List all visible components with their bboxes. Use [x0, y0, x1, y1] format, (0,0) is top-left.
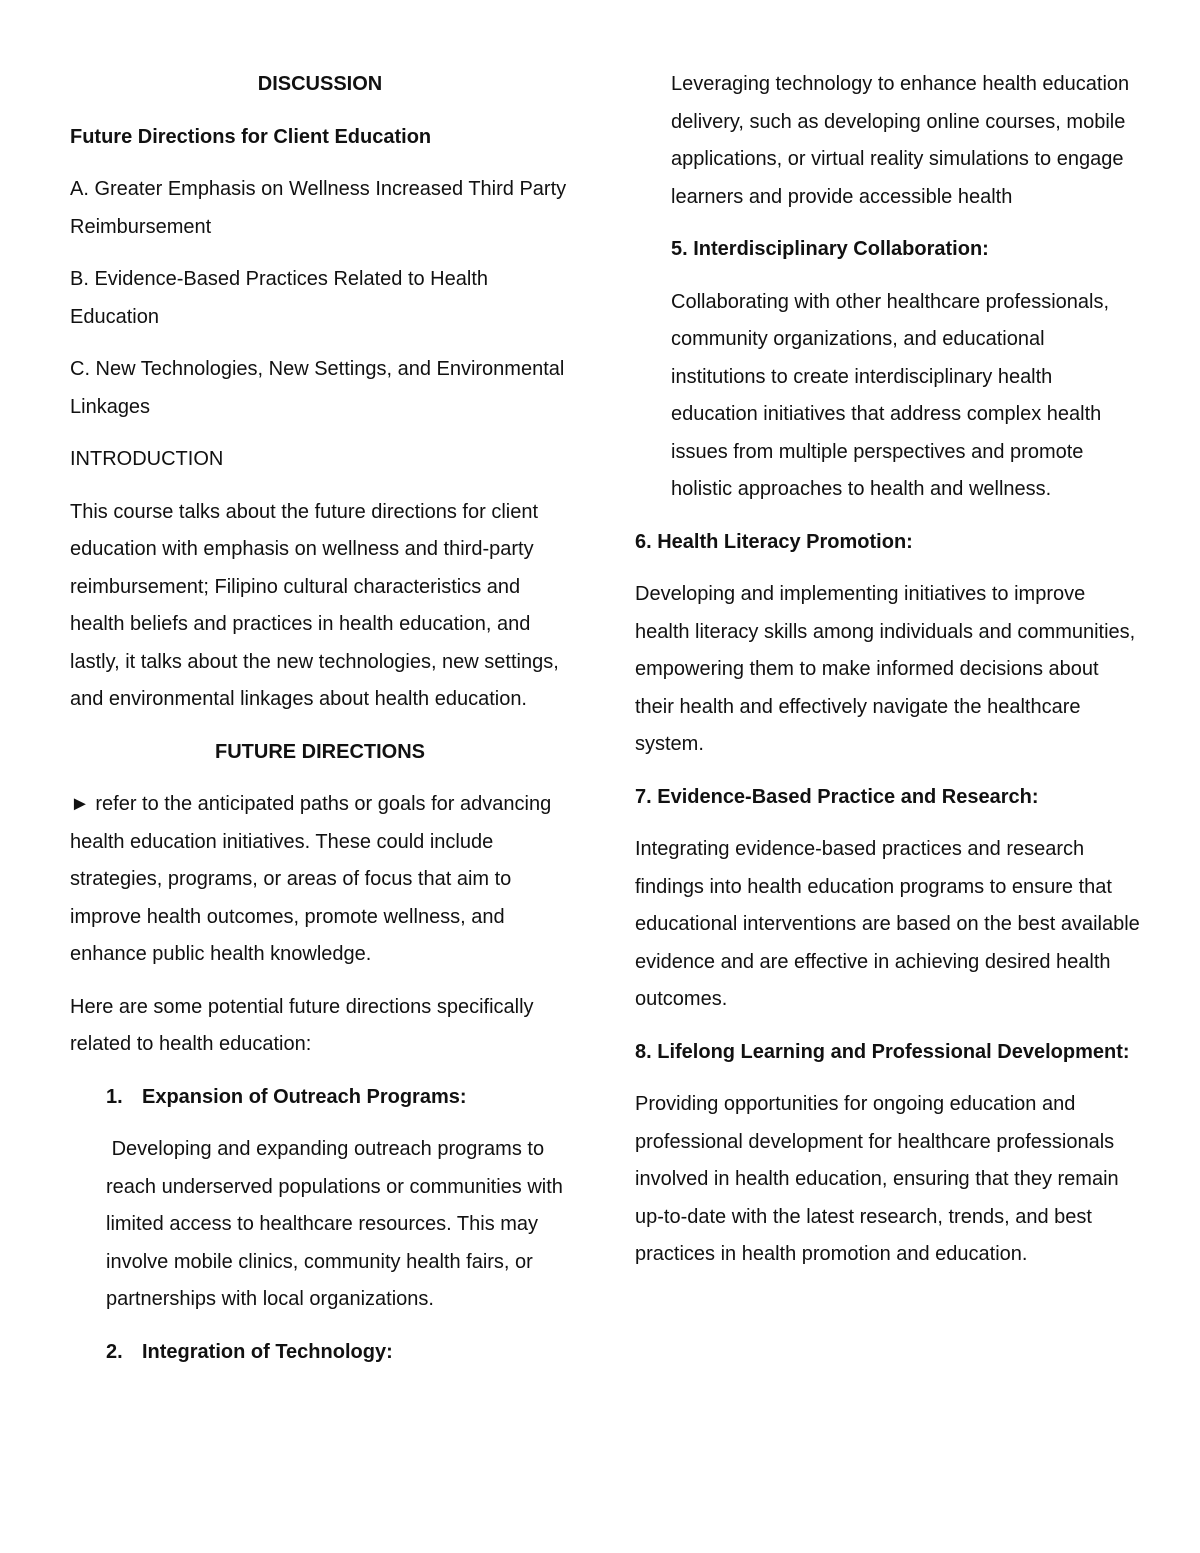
item-a: A. Greater Emphasis on Wellness Increased Third Party Reimbursement: [70, 178, 567, 238]
item-c: C. New Technologies, New Settings, and Environmental Linkages: [70, 358, 565, 418]
item-5-title: 5. Interdisciplinary Collaboration:: [671, 238, 989, 260]
future-directions-heading: FUTURE DIRECTIONS: [215, 740, 425, 763]
item-6-title: 6. Health Literacy Promotion:: [635, 530, 913, 553]
item-7-title: 7. Evidence-Based Practice and Research:: [635, 785, 1039, 808]
item-5-paragraph: Collaborating with other healthcare professionals, community organizations, and educational institutions to create interdisciplinary health education initiatives that address complex health issues from multiple perspectives and promote holistic approaches to health and wellness.: [671, 290, 1110, 500]
item-2-title: Integration of Technology:: [142, 1340, 393, 1363]
item-7-paragraph: Integrating evidence-based practices and research findings into health education programs to ensure that educational interventions are based on the best available evidence and are effective in achieving desired health outcomes.: [635, 838, 1140, 1010]
item-6-paragraph: Developing and implementing initiatives to improve health literacy skills among individuals and communities, empowering them to make informed decisions about their health and effectively navigate the healthcare system.: [635, 583, 1136, 755]
intro-heading: INTRODUCTION: [70, 448, 224, 470]
item-8-title: 8. Lifelong Learning and Professional Development:: [635, 1040, 1130, 1063]
item-1-number: 1.: [106, 1085, 123, 1108]
intro-paragraph: This course talks about the future directions for client education with emphasis on wellness and third-party reimbursement; Filipino cultural characteristics and health beliefs and practices in health education, and lastly, it talks about the new technologies, new settings, and environmental linkages about health education.: [70, 500, 559, 710]
left-column: [70, 66, 570, 1371]
section-title: Future Directions for Client Education: [70, 125, 432, 148]
item-1-title: Expansion of Outreach Programs:: [142, 1085, 467, 1108]
item-1-paragraph: Developing and expanding outreach programs to reach underserved populations or communities with limited access to healthcare resources. This may involve mobile clinics, community health fairs, or partnerships with local organizations.: [106, 1138, 569, 1310]
right-column: [635, 66, 1140, 1289]
item-2-heading: [70, 1334, 570, 1372]
discussion-title: DISCUSSION: [257, 73, 383, 95]
item-2-number: 2.: [106, 1340, 123, 1363]
item-8-paragraph: Providing opportunities for ongoing education and professional development for healthcare professionals involved in health education, ensuring that they remain up-to-date with the latest research, trends, and best practices in health promotion and education.: [635, 1093, 1119, 1265]
potential-directions-intro: Here are some potential future directions specifically related to health education:: [70, 995, 534, 1055]
item-b: B. Evidence-Based Practices Related to Health Education: [70, 268, 488, 328]
item-1-heading: [70, 1079, 570, 1117]
future-directions-paragraph: ► refer to the anticipated paths or goals for advancing health education initiatives. These could include strategies, programs, or areas of focus that aim to improve health outcomes, promote wellness, and enhance public health knowledge.: [70, 793, 552, 965]
technology-paragraph: Leveraging technology to enhance health education delivery, such as developing online courses, mobile applications, or virtual reality simulations to engage learners and provide accessible health: [671, 73, 1130, 208]
